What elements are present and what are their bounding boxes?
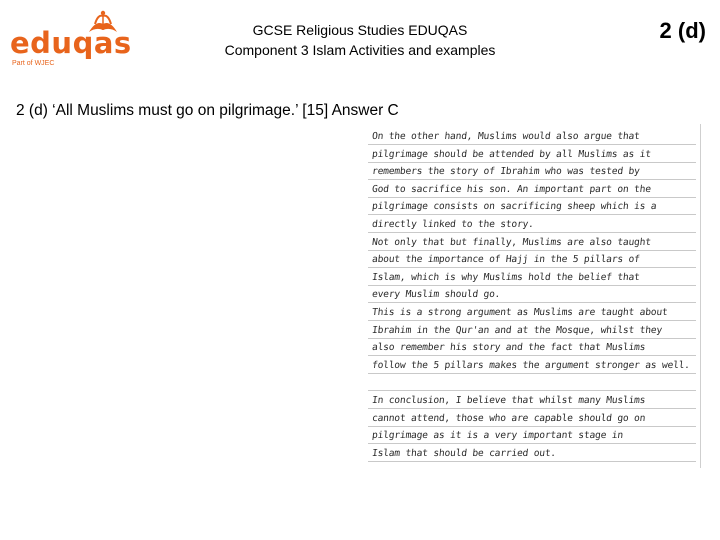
- logo-subtitle: Part of WJEC: [12, 60, 55, 67]
- handwritten-line: remembers the story of Ibrahim who was tested by: [371, 166, 641, 178]
- ruled-line: [368, 355, 696, 356]
- ruled-line: [368, 179, 696, 180]
- logo-wordmark: eduqas: [10, 26, 132, 60]
- ruled-line: [368, 373, 696, 374]
- title-line-1: GCSE Religious Studies EDUQAS: [252, 22, 468, 38]
- handwritten-line: about the importance of Hajj in the 5 pillars of: [371, 254, 641, 266]
- handwritten-line: pilgrimage consists on sacrificing sheep which is a: [371, 201, 657, 213]
- ruled-line: [368, 197, 696, 198]
- ruled-line: [368, 443, 696, 444]
- ruled-line: [368, 214, 696, 215]
- handwritten-line: follow the 5 pillars makes the argument stronger as well.: [371, 359, 691, 371]
- handwritten-line: cannot attend, those who are capable should go on: [371, 412, 646, 424]
- handwritten-line: Islam that should be carried out.: [371, 447, 557, 459]
- handwritten-line: In conclusion, I believe that whilst many Muslims: [371, 395, 646, 406]
- handwritten-line: Islam, which is why Muslims hold the belief that: [371, 271, 641, 283]
- ruled-line: [368, 320, 696, 321]
- handwritten-line: God to sacrifice his son. An important part on the: [371, 183, 652, 195]
- eduqas-logo: [8, 8, 132, 68]
- ruled-line: [368, 426, 696, 427]
- ruled-line: [368, 267, 696, 268]
- ruled-line: [368, 461, 696, 462]
- handwritten-line: every Muslim should go.: [371, 289, 501, 301]
- ruled-line: [368, 162, 696, 163]
- page-title: [170, 20, 550, 60]
- ruled-line: [368, 302, 696, 303]
- question-prompt: 2 (d) ‘All Muslims must go on pilgrimage.’ [15] Answer C: [16, 102, 399, 119]
- handwritten-line: This is a strong argument as Muslims are taught about: [371, 307, 669, 318]
- handwritten-line: also remember his story and the fact that Muslims: [371, 342, 646, 354]
- handwritten-line: Ibrahim in the Qur'an and at the Mosque, whilst they: [371, 324, 663, 336]
- ruled-line: [368, 390, 696, 391]
- ruled-line: [368, 144, 696, 145]
- ruled-line: [368, 250, 696, 251]
- handwritten-line: On the other hand, Muslims would also argue that: [371, 131, 641, 142]
- ruled-line: [368, 232, 696, 233]
- handwritten-answer-scan: [362, 124, 701, 468]
- ruled-line: [368, 285, 696, 286]
- handwritten-line: Not only that but finally, Muslims are also taught: [371, 236, 652, 248]
- question-number-badge: 2 (d): [659, 18, 706, 43]
- handwritten-line: directly linked to the story.: [371, 219, 535, 230]
- ruled-line: [368, 408, 696, 409]
- title-line-2: Component 3 Islam Activities and examples: [224, 42, 496, 58]
- ruled-line: [368, 338, 696, 339]
- handwritten-line: pilgrimage as it is a very important stage in: [371, 430, 624, 442]
- handwritten-line: pilgrimage should be attended by all Muslims as it: [371, 148, 652, 160]
